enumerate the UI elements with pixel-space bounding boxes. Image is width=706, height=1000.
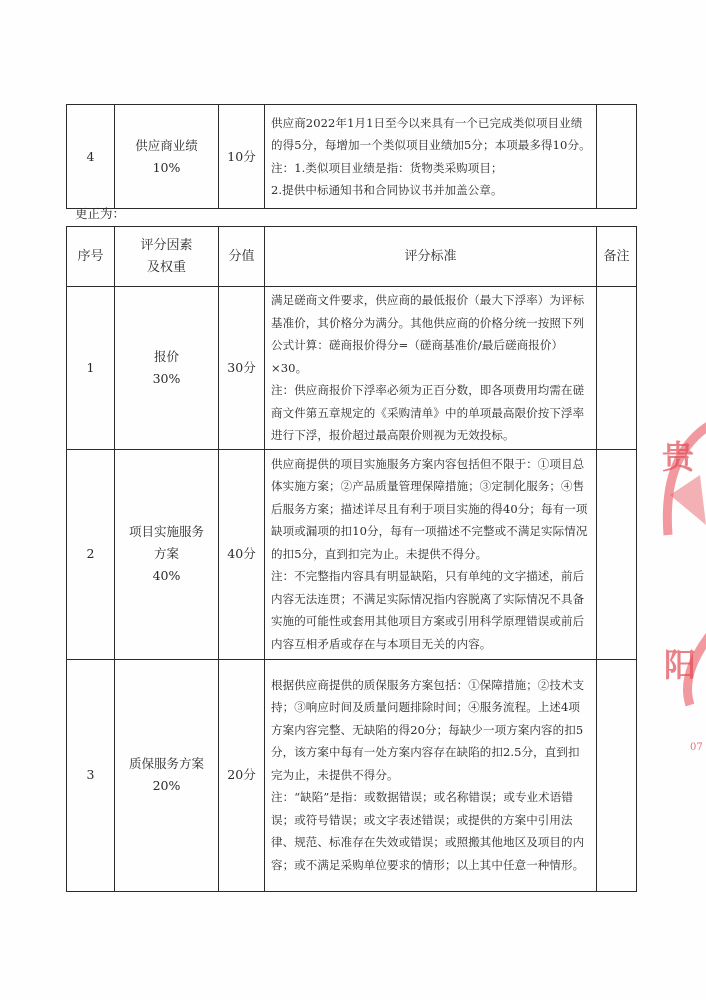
factor-name: 项目实施服务 (128, 524, 204, 539)
row-number: 2 (67, 449, 115, 659)
criteria-cell (265, 105, 597, 209)
score-cell: 30分 (219, 287, 265, 450)
criteria-cell (265, 449, 597, 659)
factor-name: 报价 (153, 348, 179, 364)
criteria-text: 满足磋商文件要求，供应商的最低报价（最大下浮率）为评标基准价，其价格分为满分。其他供应商的价格分统一按照下列公式计算：磋商报价得分=（磋商基准价/最后磋商报价）×30。 (271, 293, 585, 375)
factor-cell (115, 287, 219, 450)
correction-label: 更正为： (75, 206, 126, 221)
criteria-note: 注：不完整指内容具有明显缺陷，只有单纯的文字描述，前后内容无法连贯；不满足实际情况指内容脱离了实际情况不具备实施的可能性或套用其他项目方案或引用科学原理错误或前后内容互相矛盾或存在与本项目无关的内容。 (271, 569, 585, 651)
table-row (67, 449, 637, 659)
row-number: 1 (67, 287, 115, 450)
factor-cell (115, 449, 219, 659)
remark-cell (597, 449, 637, 659)
score-cell: 10分 (219, 105, 265, 209)
table-row (67, 287, 637, 450)
factor-weight: 10% (152, 159, 181, 175)
header-criteria: 评分标准 (265, 227, 597, 287)
remark-cell (597, 105, 637, 209)
original-criteria-table (66, 104, 637, 209)
criteria-text: 供应商提供的项目实施服务方案内容包括但不限于：①项目总体实施方案；②产品质量管理保障措施；③定制化服务；④售后服务方案；描述详尽且有利于项目实施的得40分；每有一项缺项或漏项的扣10分，每有一项描述不完整或不满足实际情况的扣5分，直到扣完为止。未提供不得分。 (271, 456, 588, 561)
seal-code-fragment: 07 (690, 742, 703, 753)
factor-weight: 30% (152, 370, 181, 386)
remark-cell (597, 659, 637, 891)
factor-cell (115, 105, 219, 209)
criteria-cell (265, 287, 597, 450)
factor-name: 质保服务方案 (128, 756, 204, 771)
criteria-note: 注：1.类似项目业绩是指：货物类采购项目； (271, 160, 503, 175)
table-row (67, 105, 637, 209)
header-no: 序号 (67, 227, 115, 287)
criteria-note: 注：“缺陷”是指：或数据错误；或名称错误；或专业术语错误；或符号错误；或文字表述错误；或提供的方案中引用法律、规范、标准存在失效或错误；或照搬其他地区及项目的内容；或不满足采购单位要求的情形；以上其中任意一种情形。 (271, 790, 585, 872)
row-number: 4 (67, 105, 115, 209)
factor-name-line2: 方案 (153, 546, 179, 561)
header-score: 分值 (219, 227, 265, 287)
header-factor-line1: 评分因素 (140, 237, 193, 253)
seal-character: 贵 (662, 438, 695, 476)
criteria-text: 供应商2022年1月1日至今以来具有一个已完成类似项目业绩的得5分，每增加一个类似项目业绩加5分；本项最多得10分。 (271, 115, 591, 152)
table-row (67, 659, 637, 891)
remark-cell (597, 287, 637, 450)
table-header-row (67, 227, 637, 287)
header-remark: 备注 (597, 227, 637, 287)
factor-weight: 20% (152, 778, 181, 793)
criteria-text: 根据供应商提供的质保服务方案包括：①保障措施；②技术支持；③响应时间及质量问题排除时间；④服务流程。上述4项方案内容完整、无缺陷的得20分；每缺少一项方案内容的扣5分，该方案中每有一处方案内容存在缺陷的扣2.5分，直到扣完为止，未提供不得分。 (271, 677, 585, 782)
row-number: 3 (67, 659, 115, 891)
score-cell: 40分 (219, 449, 265, 659)
criteria-note: 注：供应商报价下浮率必须为正百分数，即各项费用均需在磋商文件第五章规定的《采购清单》中的单项最高限价按下浮率进行下浮，报价超过最高限价则视为无效投标。 (271, 383, 585, 442)
factor-weight: 40% (152, 568, 181, 583)
header-factor-line2: 及权重 (146, 259, 186, 275)
factor-cell (115, 659, 219, 891)
score-cell: 20分 (219, 659, 265, 891)
criteria-note: 2.提供中标通知书和合同协议书并加盖公章。 (271, 183, 503, 197)
criteria-cell (265, 659, 597, 891)
factor-name: 供应商业绩 (135, 137, 198, 153)
header-factor (115, 227, 219, 287)
scoring-table (66, 226, 637, 892)
seal-character: 阳 (664, 646, 697, 684)
